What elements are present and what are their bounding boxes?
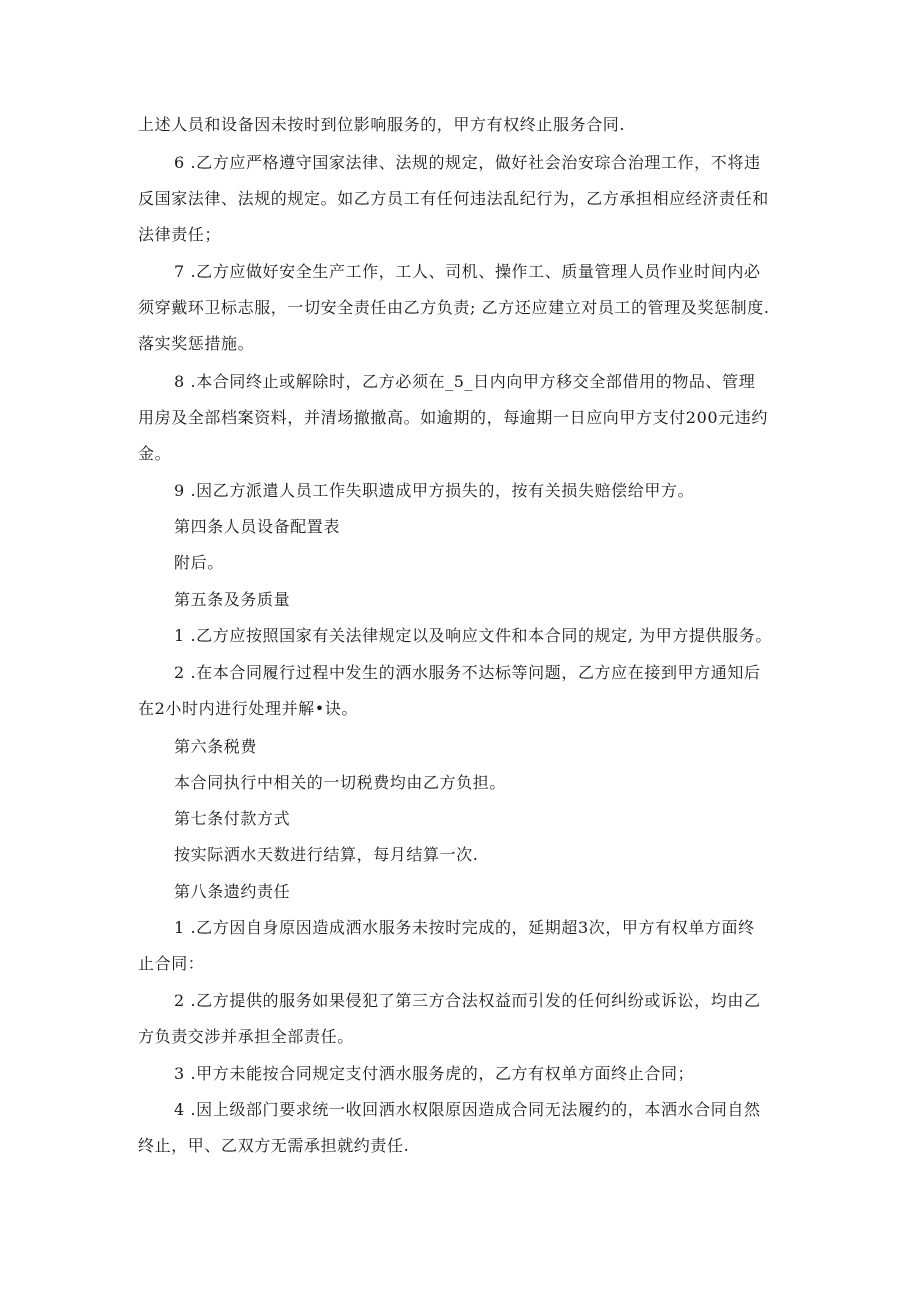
clause-6-line-2: 反国家法律、法规的规定。如乙方员工有任何违法乱纪行为，乙方承担相应经济责任和 xyxy=(138,189,769,208)
clause-8-line-1: 8 .本合同终止或解除时，乙方必须在_5_日内向甲方移交全部借用的物品、管理 xyxy=(174,372,756,391)
section-4-body: 附后。 xyxy=(174,553,224,572)
section-4-heading: 第四条人员设备配置表 xyxy=(174,517,341,536)
clause-7-line-1: 7 .乙方应做好安全生产工作，工人、司机、操作工、质量管理人员作业时间内必 xyxy=(174,262,761,281)
section-6-body: 本合同执行中相关的一切税费均由乙方负担。 xyxy=(174,773,507,792)
clause-6-line-3: 法律责任； xyxy=(138,225,222,244)
section-8-item-4-line-1: 4 .因上级部门要求统一收回洒水权限原因造成合同无法履约的，本洒水合同自然 xyxy=(174,1100,761,1119)
section-7-heading: 第七条付款方式 xyxy=(174,809,291,828)
clause-8-line-2: 用房及全部档案资料，并清场撤撤高。如逾期的，每逾期一日应向甲方支付200元违约 xyxy=(138,408,768,427)
section-8-item-4-line-2: 终止，甲、乙双方无需承担就约责任. xyxy=(138,1136,410,1155)
text-line: 上述人员和设备因未按时到位影响服务的，甲方有权终止服务合同. xyxy=(138,115,626,134)
section-8-item-2-line-1: 2 .乙方提供的服务如果侵犯了第三方合法权益而引发的任何纠纷或诉讼，均由乙 xyxy=(174,991,761,1010)
section-5-heading: 第五条及务质量 xyxy=(174,590,291,609)
section-8-item-1-line-2: 止合同： xyxy=(138,954,205,973)
section-5-item-2-line-2: 在2小时内进行处理并解•诀。 xyxy=(138,699,359,718)
section-5-item-1: 1 .乙方应按照国家有关法律规定以及响应文件和本合同的规定, 为甲方提供服务。 xyxy=(174,626,772,645)
section-8-item-2-line-2: 方负责交涉并承担全部责任。 xyxy=(138,1027,354,1046)
section-7-body: 按实际洒水天数进行结算，每月结算一次. xyxy=(174,845,479,864)
clause-8-line-3: 金。 xyxy=(138,444,172,463)
clause-7-line-3: 落实奖惩措施。 xyxy=(138,334,255,353)
section-8-item-1-line-1: 1 .乙方因自身原因造成洒水服务未按时完成的，延期超3次，甲方有权单方面终 xyxy=(174,918,755,937)
section-5-item-2-line-1: 2 .在本合同履行过程中发生的洒水服务不达标等问题，乙方应在接到甲方通知后 xyxy=(174,663,761,682)
clause-9-line: 9 .因乙方派遣人员工作失职遗成甲方损失的，按有关损失赔偿给甲方。 xyxy=(174,481,695,500)
clause-6-line-1: 6 .乙方应严格遵守国家法律、法规的规定，做好社会治安琮合治理工作，不将违 xyxy=(174,153,761,172)
clause-7-line-2: 须穿戴环卫标志服，一切安全责任由乙方负责; 乙方还应建立对员工的管理及奖惩制度. xyxy=(138,298,770,317)
section-6-heading: 第六条税费 xyxy=(174,737,258,756)
section-8-heading: 第八条遗约责任 xyxy=(174,882,291,901)
section-8-item-3: 3 .甲方未能按合同规定支付洒水服务虎的，乙方有权单方面终止合同； xyxy=(174,1064,695,1083)
